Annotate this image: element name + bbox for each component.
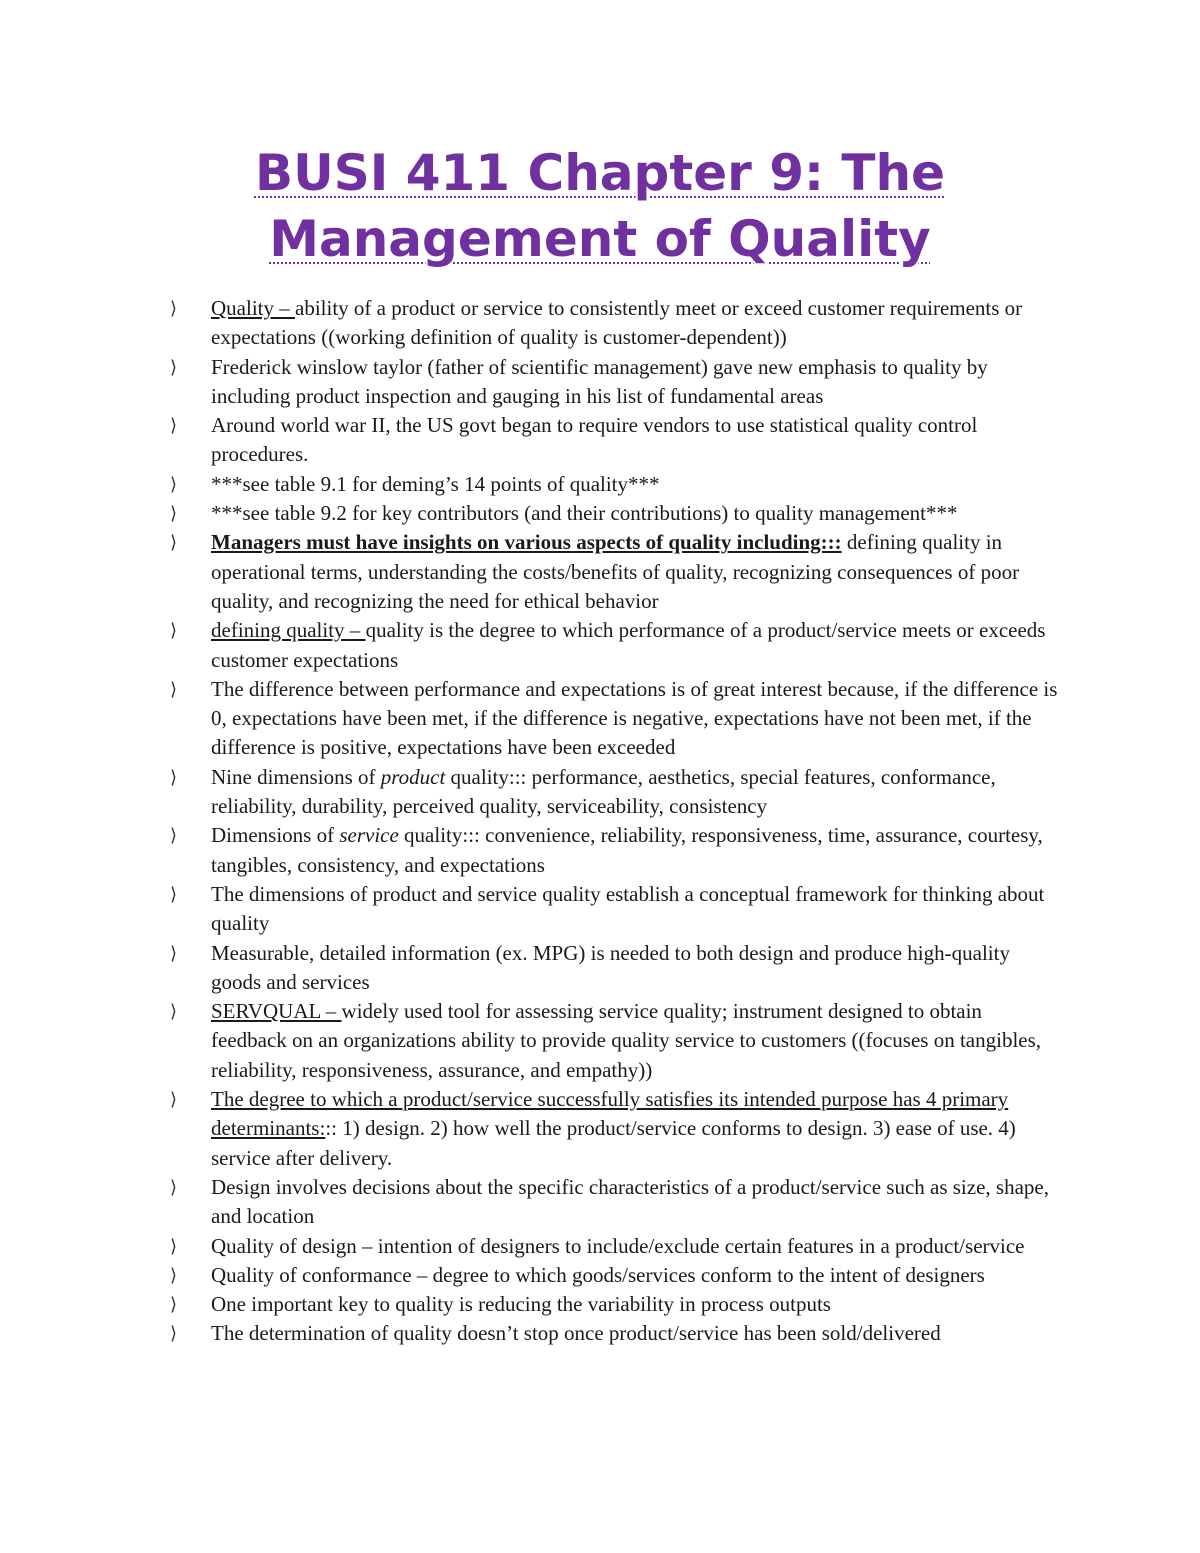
item-text: quality::: performance, aesthetics, special features, conformance, reliability, durability, perceived quality, serviceability, consistency (211, 764, 996, 819)
list-item (170, 1290, 1060, 1319)
bullet-icon: ⟩ (170, 1001, 178, 1023)
title-line-1: BUSI 411 Chapter 9: The (254, 144, 945, 202)
list-item (170, 1261, 1060, 1290)
item-text: :: 1) design. 2) how well the product/service conforms to design. 3) ease of use. 4) service after delivery. (211, 1116, 1016, 1170)
emphasis: product (380, 764, 446, 789)
bullet-icon: ⟩ (170, 298, 178, 319)
page-title (150, 140, 1050, 272)
list-item (170, 880, 1060, 939)
list-item (170, 294, 1060, 353)
list-item (170, 499, 1060, 528)
bullet-icon: ⟩ (170, 356, 178, 378)
item-text: defining quality in operational terms, understanding the costs/benefits of quality, recognizing consequences of poor quality, and recognizing the need for ethical behavior (211, 530, 1020, 613)
bullet-icon: ⟩ (170, 1176, 178, 1198)
emphasis: service (339, 823, 399, 848)
notes-list (170, 294, 1060, 1349)
list-item (170, 997, 1060, 1085)
item-text: Measurable, detailed information (ex. MPG) is needed to both design and produce high-quality goods and services (211, 940, 1010, 994)
list-item (170, 821, 1060, 880)
term: SERVQUAL – (211, 999, 342, 1024)
bullet-icon: ⟩ (170, 1323, 178, 1345)
item-text: quality is the degree to which performance of a product/service meets or exceeds customer expectations (211, 618, 1046, 672)
bullet-icon: ⟩ (170, 1264, 178, 1286)
bullet-icon: ⟩ (170, 942, 178, 964)
list-item (170, 528, 1060, 616)
list-item (170, 763, 1060, 822)
list-item (170, 616, 1060, 675)
item-text: quality::: convenience, reliability, responsiveness, time, assurance, courtesy, tangibles, consistency, and expectations (211, 823, 1043, 877)
item-text: Quality of conformance – degree to which goods/services conform to the intent of designers (211, 1262, 985, 1287)
item-text: Design involves decisions about the specific characteristics of a product/service such as size, shape, and location (211, 1174, 1049, 1229)
bullet-icon: ⟩ (170, 825, 178, 847)
bullet-icon: ⟩ (170, 473, 178, 495)
list-item (170, 1085, 1060, 1173)
bullet-icon: ⟩ (170, 766, 178, 788)
title-line-2: Management of Quality (269, 210, 931, 268)
term: Quality – (211, 296, 295, 320)
term: defining quality – (211, 618, 366, 643)
item-text: Around world war II, the US govt began to require vendors to use statistical quality control procedures. (211, 413, 978, 467)
list-item (170, 939, 1060, 998)
item-text: ability of a product or service to consistently meet or exceed customer requirements or expectations ((working definition of quality is customer-dependent)) (211, 296, 1023, 350)
bullet-icon: ⟩ (170, 415, 178, 437)
item-prefix: Nine dimensions of (211, 764, 381, 789)
list-item (170, 411, 1060, 470)
list-item (170, 1319, 1060, 1348)
list-item (170, 1173, 1060, 1232)
bullet-icon: ⟩ (170, 620, 178, 642)
list-item (170, 353, 1060, 412)
bullet-icon: ⟩ (170, 678, 178, 700)
bullet-icon: ⟩ (170, 1294, 178, 1316)
item-text: The determination of quality doesn’t stop once product/service has been sold/delivered (211, 1321, 941, 1346)
item-prefix: Dimensions of (211, 823, 340, 848)
bullet-icon: ⟩ (170, 1089, 178, 1111)
bullet-icon: ⟩ (170, 503, 178, 525)
item-text: widely used tool for assessing service quality; instrument designed to obtain feedback on an organizations ability to provide quality service to customers ((focuses on tangibles, reliability, responsiveness, assurance, and empathy)) (211, 999, 1042, 1082)
item-text: The difference between performance and expectations is of great interest because, if the difference is 0, expectations have been met, if the difference is negative, expectations have not been met, if the difference is positive, expectations have been exceeded (211, 676, 1058, 760)
term: The degree to which a product/service successfully satisfies its intended purpose has 4 primary determinants: (211, 1087, 1009, 1141)
item-text: The dimensions of product and service quality establish a conceptual framework for thinking about quality (211, 881, 1045, 936)
bullet-icon: ⟩ (170, 1235, 178, 1257)
list-item (170, 470, 1060, 499)
item-text: Quality of design – intention of designers to include/exclude certain features in a product/service (211, 1233, 1025, 1258)
item-text: ***see table 9.1 for deming’s 14 points of quality*** (211, 471, 660, 496)
item-text: Frederick winslow taylor (father of scientific management) gave new emphasis to quality by including product inspection and gauging in his list of fundamental areas (211, 354, 988, 408)
list-item (170, 675, 1060, 763)
bullet-icon: ⟩ (170, 883, 178, 905)
item-text: ***see table 9.2 for key contributors (and their contributions) to quality management*** (211, 501, 958, 526)
list-item (170, 1232, 1060, 1261)
bullet-icon: ⟩ (170, 532, 178, 554)
item-text: One important key to quality is reducing the variability in process outputs (211, 1292, 831, 1317)
term: Managers must have insights on various aspects of quality including::: (211, 530, 842, 555)
